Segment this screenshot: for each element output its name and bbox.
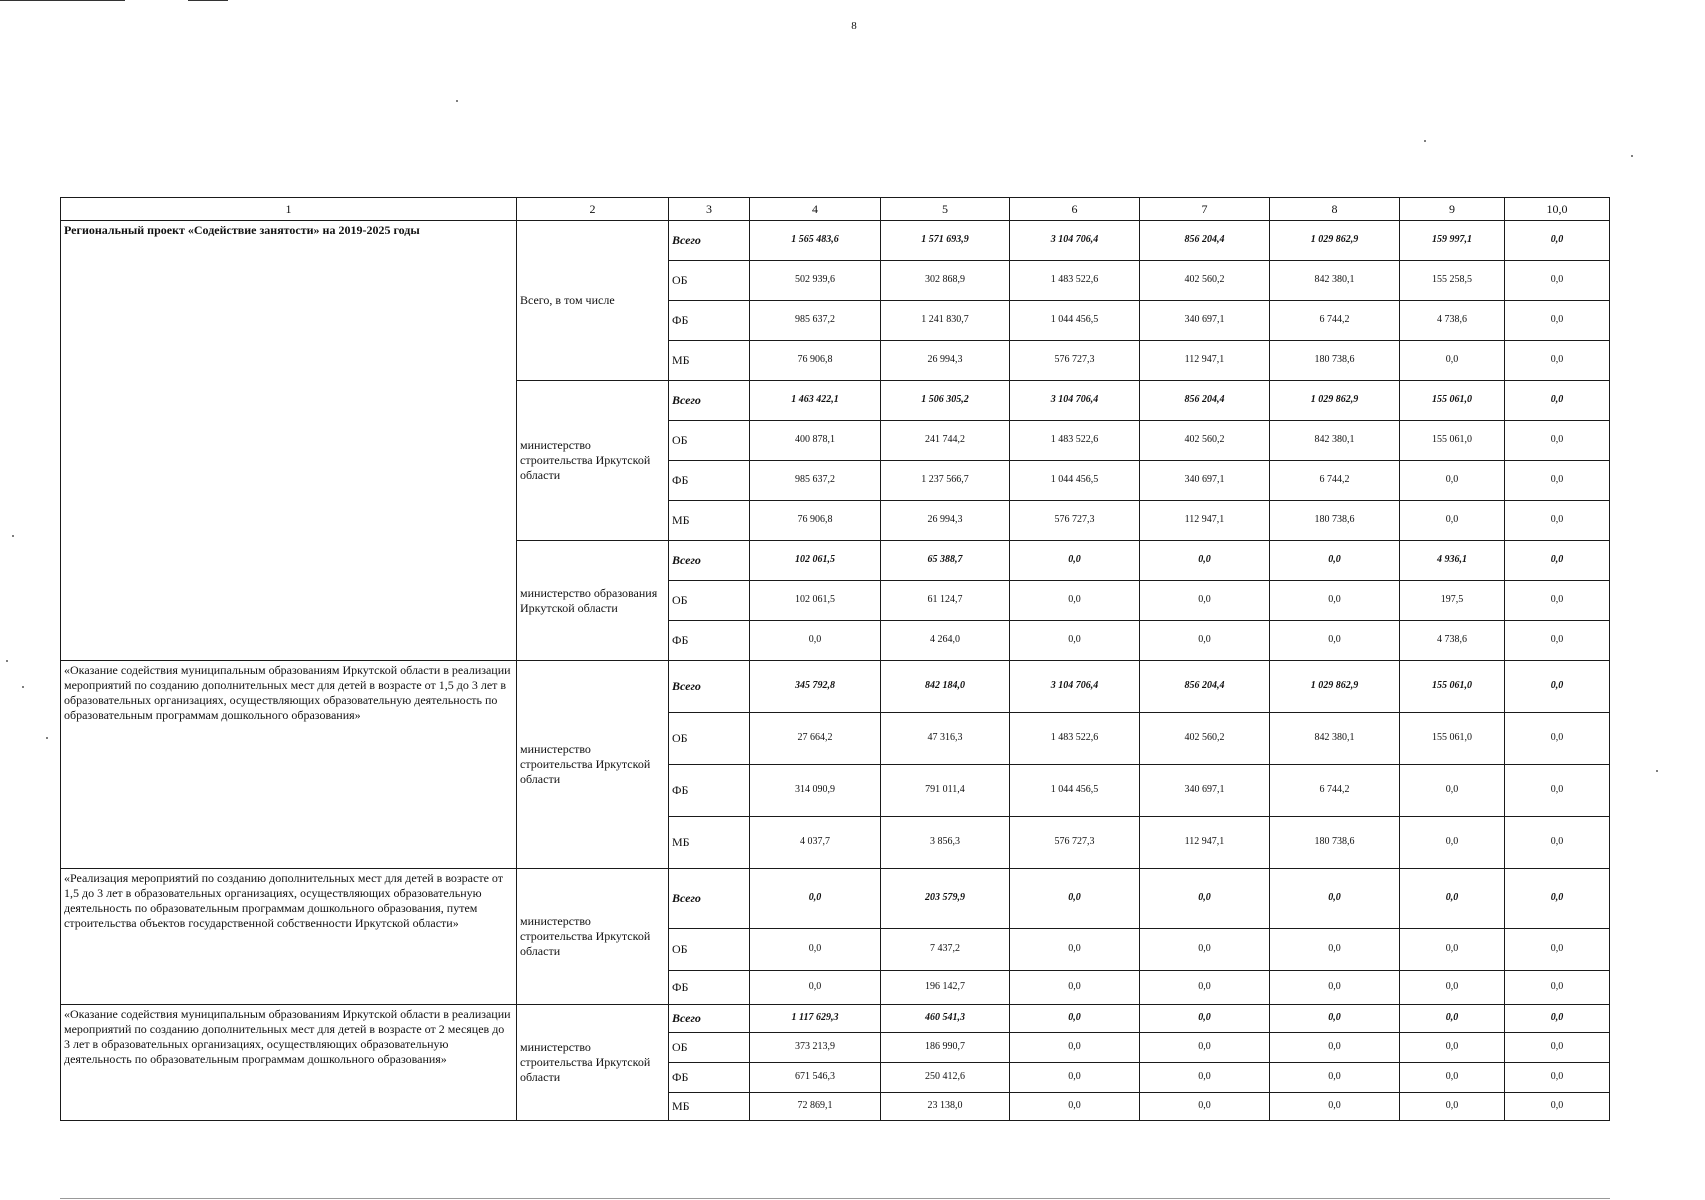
amount-cell: 460 541,3 — [881, 1005, 1010, 1033]
scan-mark — [456, 100, 458, 102]
header-cell: 8 — [1270, 198, 1400, 221]
amount-cell: 76 906,8 — [750, 341, 881, 381]
amount-cell: 6 744,2 — [1270, 461, 1400, 501]
amount-cell: 7 437,2 — [881, 929, 1010, 971]
amount-cell: 197,5 — [1400, 581, 1505, 621]
amount-cell: 0,0 — [1010, 869, 1140, 929]
amount-cell: 1 029 862,9 — [1270, 221, 1400, 261]
amount-cell: 0,0 — [1270, 1093, 1400, 1121]
amount-cell: 856 204,4 — [1140, 381, 1270, 421]
amount-cell: 4 936,1 — [1400, 541, 1505, 581]
amount-cell: 61 124,7 — [881, 581, 1010, 621]
amount-cell: 0,0 — [1505, 581, 1610, 621]
amount-cell: 0,0 — [1140, 1093, 1270, 1121]
amount-cell: 0,0 — [1400, 1093, 1505, 1121]
scan-mark — [12, 535, 14, 537]
amount-cell: 0,0 — [1140, 1005, 1270, 1033]
amount-cell: 159 997,1 — [1400, 221, 1505, 261]
amount-cell: 3 104 706,4 — [1010, 221, 1140, 261]
amount-cell: 1 483 522,6 — [1010, 421, 1140, 461]
amount-cell: 0,0 — [1010, 1093, 1140, 1121]
funding-source: ОБ — [669, 421, 750, 461]
funding-source: МБ — [669, 817, 750, 869]
amount-cell: 0,0 — [1010, 1063, 1140, 1093]
amount-cell: 1 483 522,6 — [1010, 713, 1140, 765]
amount-cell: 0,0 — [1505, 1093, 1610, 1121]
amount-cell: 0,0 — [1400, 1005, 1505, 1033]
executor-name: министерство строительства Иркутской области — [517, 869, 669, 1005]
amount-cell: 180 738,6 — [1270, 817, 1400, 869]
amount-cell: 26 994,3 — [881, 341, 1010, 381]
amount-cell: 0,0 — [1505, 301, 1610, 341]
amount-cell: 0,0 — [1505, 541, 1610, 581]
amount-cell: 576 727,3 — [1010, 341, 1140, 381]
amount-cell: 345 792,8 — [750, 661, 881, 713]
amount-cell: 0,0 — [1140, 971, 1270, 1005]
amount-cell: 314 090,9 — [750, 765, 881, 817]
amount-cell: 0,0 — [1010, 1005, 1140, 1033]
amount-cell: 186 990,7 — [881, 1033, 1010, 1063]
amount-cell: 302 868,9 — [881, 261, 1010, 301]
amount-cell: 0,0 — [1270, 1033, 1400, 1063]
amount-cell: 576 727,3 — [1010, 817, 1140, 869]
amount-cell: 0,0 — [1505, 1005, 1610, 1033]
amount-cell: 1 044 456,5 — [1010, 301, 1140, 341]
header-cell: 7 — [1140, 198, 1270, 221]
amount-cell: 155 258,5 — [1400, 261, 1505, 301]
amount-cell: 0,0 — [1505, 221, 1610, 261]
header-row — [61, 198, 1610, 221]
amount-cell: 576 727,3 — [1010, 501, 1140, 541]
amount-cell: 3 856,3 — [881, 817, 1010, 869]
amount-cell: 373 213,9 — [750, 1033, 881, 1063]
amount-cell: 0,0 — [1505, 501, 1610, 541]
table-row — [61, 221, 1610, 261]
amount-cell: 402 560,2 — [1140, 421, 1270, 461]
amount-cell: 0,0 — [1505, 261, 1610, 301]
amount-cell: 340 697,1 — [1140, 765, 1270, 817]
amount-cell: 1 571 693,9 — [881, 221, 1010, 261]
funding-source: ФБ — [669, 1063, 750, 1093]
amount-cell: 402 560,2 — [1140, 713, 1270, 765]
amount-cell: 0,0 — [1140, 1063, 1270, 1093]
scan-mark — [1631, 155, 1633, 157]
amount-cell: 0,0 — [750, 621, 881, 661]
amount-cell: 0,0 — [1010, 541, 1140, 581]
table-row — [61, 1005, 1610, 1033]
amount-cell: 1 565 483,6 — [750, 221, 881, 261]
funding-source: Всего — [669, 869, 750, 929]
amount-cell: 1 463 422,1 — [750, 381, 881, 421]
amount-cell: 0,0 — [1505, 713, 1610, 765]
amount-cell: 155 061,0 — [1400, 713, 1505, 765]
amount-cell: 0,0 — [1505, 869, 1610, 929]
funding-source: МБ — [669, 341, 750, 381]
funding-source: ОБ — [669, 581, 750, 621]
page-number: 8 — [851, 20, 857, 32]
amount-cell: 0,0 — [1270, 1063, 1400, 1093]
funding-source: ФБ — [669, 461, 750, 501]
amount-cell: 6 744,2 — [1270, 301, 1400, 341]
scan-mark — [46, 737, 48, 739]
table-body — [61, 198, 1610, 1121]
amount-cell: 0,0 — [1270, 869, 1400, 929]
amount-cell: 0,0 — [1400, 929, 1505, 971]
amount-cell: 0,0 — [750, 929, 881, 971]
amount-cell: 155 061,0 — [1400, 381, 1505, 421]
header-cell: 10,0 — [1505, 198, 1610, 221]
amount-cell: 842 380,1 — [1270, 713, 1400, 765]
scan-mark — [1656, 770, 1658, 772]
amount-cell: 0,0 — [1010, 1033, 1140, 1063]
amount-cell: 47 316,3 — [881, 713, 1010, 765]
amount-cell: 1 117 629,3 — [750, 1005, 881, 1033]
table-row — [61, 661, 1610, 713]
amount-cell: 0,0 — [1140, 869, 1270, 929]
funding-source: Всего — [669, 221, 750, 261]
amount-cell: 0,0 — [1505, 765, 1610, 817]
amount-cell: 0,0 — [1140, 581, 1270, 621]
header-cell: 3 — [669, 198, 750, 221]
amount-cell: 0,0 — [1505, 661, 1610, 713]
amount-cell: 0,0 — [1140, 621, 1270, 661]
measure-name: «Реализация мероприятий по созданию дополнительных мест для детей в возрасте от 1,5 до 3 лет в образовательных организациях, осуществляющих образовательную деятельность по образовательным программам дошкольного образования, путем строительства объектов государственной собственности Иркутской области» — [61, 869, 517, 1005]
amount-cell: 0,0 — [1270, 929, 1400, 971]
amount-cell: 0,0 — [1270, 1005, 1400, 1033]
amount-cell: 1 506 305,2 — [881, 381, 1010, 421]
amount-cell: 0,0 — [1505, 381, 1610, 421]
amount-cell: 180 738,6 — [1270, 341, 1400, 381]
amount-cell: 76 906,8 — [750, 501, 881, 541]
amount-cell: 6 744,2 — [1270, 765, 1400, 817]
amount-cell: 0,0 — [1010, 929, 1140, 971]
amount-cell: 250 412,6 — [881, 1063, 1010, 1093]
amount-cell: 102 061,5 — [750, 541, 881, 581]
measure-name: «Оказание содействия муниципальным образованиям Иркутской области в реализации мероприятий по созданию дополнительных мест для детей в возрасте от 2 месяцев до 3 лет в образовательных организациях, осуществляющих образовательную деятельность по образовательным программам дошкольного образования» — [61, 1005, 517, 1121]
amount-cell: 26 994,3 — [881, 501, 1010, 541]
funding-source: Всего — [669, 661, 750, 713]
amount-cell: 791 011,4 — [881, 765, 1010, 817]
funding-source: ОБ — [669, 261, 750, 301]
amount-cell: 0,0 — [1400, 461, 1505, 501]
executor-name: министерство образования Иркутской области — [517, 541, 669, 661]
amount-cell: 23 138,0 — [881, 1093, 1010, 1121]
amount-cell: 0,0 — [1400, 1063, 1505, 1093]
funding-source: МБ — [669, 501, 750, 541]
amount-cell: 0,0 — [1505, 461, 1610, 501]
executor-name: министерство строительства Иркутской области — [517, 381, 669, 541]
amount-cell: 0,0 — [1010, 581, 1140, 621]
amount-cell: 0,0 — [1505, 621, 1610, 661]
table-row — [61, 869, 1610, 929]
amount-cell: 0,0 — [750, 971, 881, 1005]
amount-cell: 400 878,1 — [750, 421, 881, 461]
amount-cell: 340 697,1 — [1140, 461, 1270, 501]
amount-cell: 0,0 — [1400, 1033, 1505, 1063]
amount-cell: 1 044 456,5 — [1010, 461, 1140, 501]
amount-cell: 0,0 — [1505, 1033, 1610, 1063]
amount-cell: 0,0 — [1505, 929, 1610, 971]
header-cell: 6 — [1010, 198, 1140, 221]
amount-cell: 0,0 — [1140, 541, 1270, 581]
header-cell: 1 — [61, 198, 517, 221]
funding-source: МБ — [669, 1093, 750, 1121]
amount-cell: 0,0 — [1270, 541, 1400, 581]
amount-cell: 0,0 — [1400, 869, 1505, 929]
header-cell: 5 — [881, 198, 1010, 221]
amount-cell: 3 104 706,4 — [1010, 661, 1140, 713]
amount-cell: 340 697,1 — [1140, 301, 1270, 341]
amount-cell: 155 061,0 — [1400, 421, 1505, 461]
amount-cell: 0,0 — [1010, 971, 1140, 1005]
amount-cell: 0,0 — [1270, 971, 1400, 1005]
executor-name: Всего, в том числе — [517, 221, 669, 381]
amount-cell: 4 738,6 — [1400, 301, 1505, 341]
amount-cell: 1 044 456,5 — [1010, 765, 1140, 817]
amount-cell: 0,0 — [1010, 621, 1140, 661]
header-cell: 9 — [1400, 198, 1505, 221]
header-cell: 4 — [750, 198, 881, 221]
amount-cell: 155 061,0 — [1400, 661, 1505, 713]
funding-source: ОБ — [669, 1033, 750, 1063]
amount-cell: 0,0 — [1400, 817, 1505, 869]
funding-source: Всего — [669, 541, 750, 581]
amount-cell: 0,0 — [1270, 621, 1400, 661]
funding-source: ФБ — [669, 765, 750, 817]
scan-mark — [60, 1198, 1610, 1199]
funding-source: ФБ — [669, 301, 750, 341]
amount-cell: 112 947,1 — [1140, 341, 1270, 381]
amount-cell: 985 637,2 — [750, 301, 881, 341]
funding-source: ОБ — [669, 713, 750, 765]
amount-cell: 0,0 — [1270, 581, 1400, 621]
amount-cell: 196 142,7 — [881, 971, 1010, 1005]
amount-cell: 72 869,1 — [750, 1093, 881, 1121]
funding-source: ОБ — [669, 929, 750, 971]
measure-name: Региональный проект «Содействие занятости» на 2019-2025 годы — [61, 221, 517, 661]
amount-cell: 180 738,6 — [1270, 501, 1400, 541]
amount-cell: 241 744,2 — [881, 421, 1010, 461]
scan-mark — [0, 0, 125, 1]
amount-cell: 842 380,1 — [1270, 261, 1400, 301]
funding-source: ФБ — [669, 621, 750, 661]
amount-cell: 0,0 — [1505, 341, 1610, 381]
amount-cell: 0,0 — [1400, 501, 1505, 541]
amount-cell: 0,0 — [1505, 421, 1610, 461]
amount-cell: 0,0 — [1400, 765, 1505, 817]
amount-cell: 4 037,7 — [750, 817, 881, 869]
amount-cell: 842 380,1 — [1270, 421, 1400, 461]
amount-cell: 0,0 — [1400, 971, 1505, 1005]
amount-cell: 0,0 — [750, 869, 881, 929]
amount-cell: 4 738,6 — [1400, 621, 1505, 661]
executor-name: министерство строительства Иркутской области — [517, 661, 669, 869]
funding-source: Всего — [669, 381, 750, 421]
funding-source: ФБ — [669, 971, 750, 1005]
amount-cell: 112 947,1 — [1140, 501, 1270, 541]
header-cell: 2 — [517, 198, 669, 221]
budget-table — [60, 197, 1610, 1121]
scan-mark — [6, 660, 8, 662]
amount-cell: 0,0 — [1505, 971, 1610, 1005]
funding-source: Всего — [669, 1005, 750, 1033]
amount-cell: 1 241 830,7 — [881, 301, 1010, 341]
amount-cell: 112 947,1 — [1140, 817, 1270, 869]
amount-cell: 0,0 — [1400, 341, 1505, 381]
amount-cell: 856 204,4 — [1140, 221, 1270, 261]
amount-cell: 1 483 522,6 — [1010, 261, 1140, 301]
amount-cell: 3 104 706,4 — [1010, 381, 1140, 421]
scan-mark — [188, 0, 228, 1]
measure-name: «Оказание содействия муниципальным образованиям Иркутской области в реализации мероприятий по созданию дополнительных мест для детей в возрасте от 1,5 до 3 лет в образовательных организациях, осуществляющих образовательную деятельность по образовательным программам дошкольного образования» — [61, 661, 517, 869]
amount-cell: 402 560,2 — [1140, 261, 1270, 301]
executor-name: министерство строительства Иркутской области — [517, 1005, 669, 1121]
amount-cell: 671 546,3 — [750, 1063, 881, 1093]
amount-cell: 856 204,4 — [1140, 661, 1270, 713]
amount-cell: 1 237 566,7 — [881, 461, 1010, 501]
amount-cell: 1 029 862,9 — [1270, 381, 1400, 421]
amount-cell: 502 939,6 — [750, 261, 881, 301]
amount-cell: 0,0 — [1140, 1033, 1270, 1063]
amount-cell: 27 664,2 — [750, 713, 881, 765]
amount-cell: 203 579,9 — [881, 869, 1010, 929]
scan-mark — [22, 686, 24, 688]
amount-cell: 0,0 — [1505, 1063, 1610, 1093]
amount-cell: 1 029 862,9 — [1270, 661, 1400, 713]
amount-cell: 985 637,2 — [750, 461, 881, 501]
amount-cell: 0,0 — [1140, 929, 1270, 971]
scan-mark — [1424, 140, 1426, 142]
amount-cell: 4 264,0 — [881, 621, 1010, 661]
amount-cell: 65 388,7 — [881, 541, 1010, 581]
amount-cell: 0,0 — [1505, 817, 1610, 869]
amount-cell: 102 061,5 — [750, 581, 881, 621]
amount-cell: 842 184,0 — [881, 661, 1010, 713]
